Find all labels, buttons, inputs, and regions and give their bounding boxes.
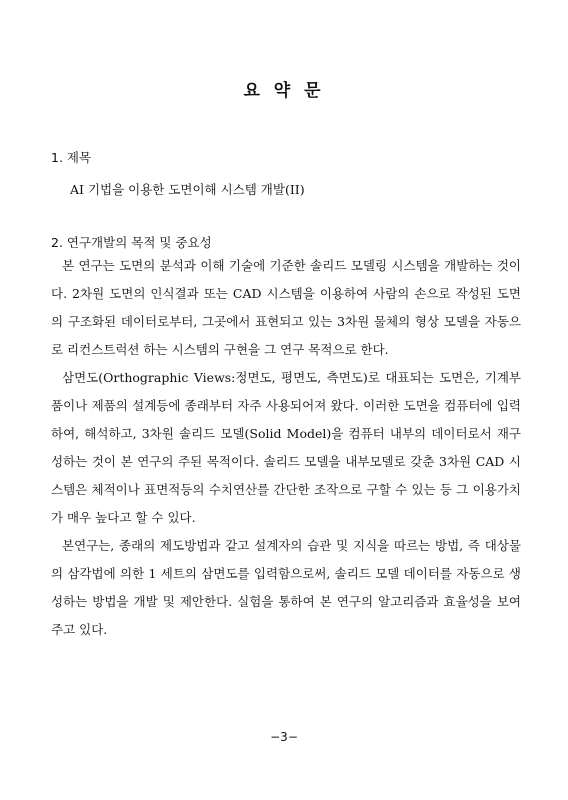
paragraph-purpose-1: 본 연구는 도면의 분석과 이해 기술에 기준한 솔리드 모델링 시스템을 개발하는 것이다. 2차원 도면의 인식결과 또는 CAD 시스템을 이용하여 사람의 손으로 작성된 도면의 구조화된 데이터로부터, 그곳에서 표현되고 있는 3차원 물체의 형상 모델을 자동으로 리컨스트럭션 하는 시스템의 구현을 그 연구 목적으로 한다. — [51, 258, 521, 357]
section-heading-title: 1. 제목 — [51, 150, 92, 165]
paragraph-purpose-2: 삼면도(Orthographic Views:정면도, 평면도, 측면도)로 대표되는 도면은, 기계부품이나 제품의 설계등에 종래부터 자주 사용되어져 왔다. 이러한 도면을 컴퓨터에 입력하여, 해석하고, 3차원 솔리드 모델(Solid Model)을 컴퓨터 내부의 데이터로서 재구성하는 것이 본 연구의 주된 목적이다. 솔리드 모델을 내부모델로 갖춘 3차원 CAD 시스템은 체적이나 표면적등의 수치연산를 간단한 조작으로 구할 수 있는 등 그 이용가치가 매우 높다고 할 수 있다. — [51, 370, 521, 525]
section-heading-purpose: 2. 연구개발의 목적 및 중요성 — [51, 235, 212, 250]
page-number: −3− — [270, 730, 298, 744]
paragraph-purpose-3: 본연구는, 종래의 제도방법과 같고 설계자의 습관 및 지식을 따르는 방법, 즉 대상물의 삼각법에 의한 1 세트의 삼면도를 입력함으로써, 솔리드 모델 데이터를 자동으로 생성하는 방법을 개발 및 제안한다. 실험을 통하여 본 연구의 알고리즘과 효율성을 보여주고 있다. — [51, 538, 521, 637]
project-title: AI 기법을 이용한 도면이해 시스템 개발(II) — [70, 182, 305, 197]
document-title: 요 약 문 — [243, 81, 325, 101]
